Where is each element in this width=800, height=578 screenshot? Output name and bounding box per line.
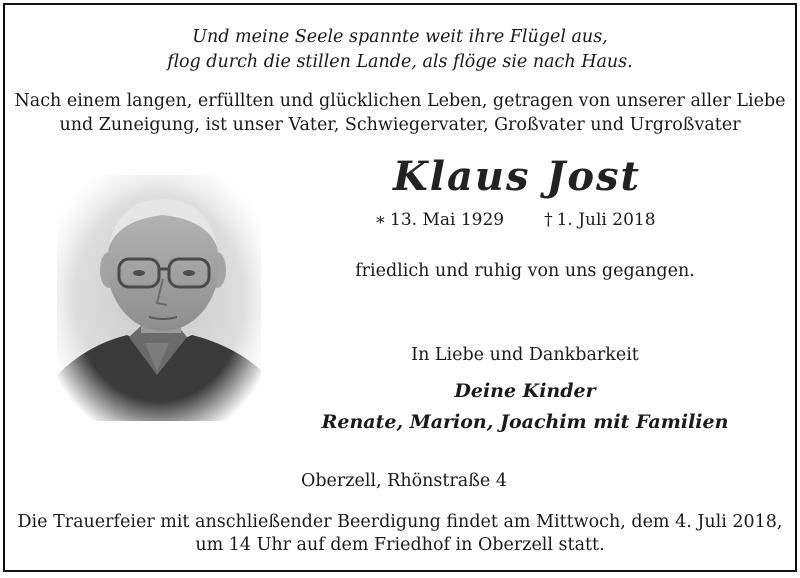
poem-line-2: flog durch die stillen Lande, als flöge sie nach Haus. [167,52,633,72]
family-line-1: Deine Kinder [454,380,596,402]
birth-symbol: ∗ [374,210,387,230]
intro-line-1: Nach einem langen, erfüllten und glücklichen Leben, getragen von unserer aller Liebe [14,91,786,111]
family-line-2: Renate, Marion, Joachim mit Familien [321,411,729,433]
funeral-line-1: Die Trauerfeier mit anschließender Beerdigung findet am Mittwoch, dem 4. Juli 2018, [17,512,783,532]
portrait-photo [57,175,261,421]
deceased-name: Klaus Jost [392,153,641,200]
life-dates [345,210,685,230]
thanks-text: In Liebe und Dankbarkeit [411,345,639,365]
obituary-notice [3,3,797,572]
intro-line-2: und Zuneigung, ist unser Vater, Schwiegervater, Großvater und Urgroßvater [59,115,741,135]
birth-date: 13. Mai 1929 [390,210,505,230]
death-symbol: † [544,210,553,230]
funeral-line-2: um 14 Uhr auf dem Friedhof in Oberzell statt. [195,535,605,555]
passing-text: friedlich und ruhig von uns gegangen. [355,261,695,281]
address-text: Oberzell, Rhönstraße 4 [301,471,507,491]
death-date: 1. Juli 2018 [556,210,656,230]
poem-line-1: Und meine Seele spannte weit ihre Flügel aus, [192,27,608,47]
